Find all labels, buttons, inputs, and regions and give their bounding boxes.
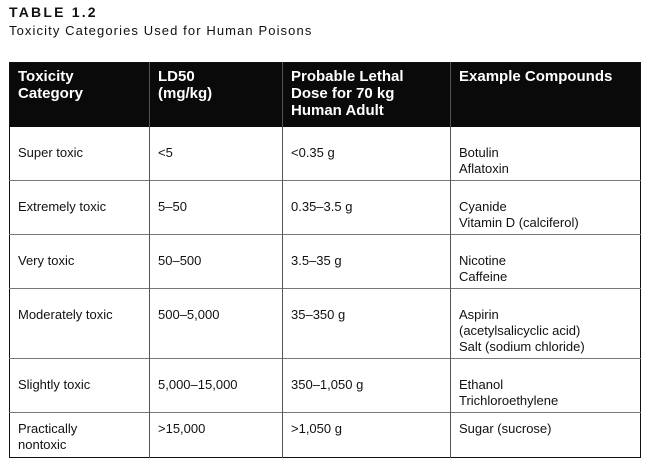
cell-lethal-dose: 0.35–3.5 g	[283, 180, 451, 234]
cell-examples: Aspirin (acetylsalicyclic acid) Salt (sodium chloride)	[451, 288, 641, 358]
cell-ld50: 50–500	[150, 234, 283, 288]
cell-category: Extremely toxic	[10, 180, 150, 234]
cell-ld50: >15,000	[150, 412, 283, 457]
cell-ld50: 5–50	[150, 180, 283, 234]
table-caption: Toxicity Categories Used for Human Poisons	[9, 23, 313, 38]
cell-examples: Ethanol Trichloroethylene	[451, 358, 641, 412]
toxicity-table	[9, 62, 641, 458]
cell-category: Very toxic	[10, 234, 150, 288]
table-header	[10, 63, 641, 127]
cell-category: Super toxic	[10, 127, 150, 181]
header-toxicity-category: Toxicity Category	[10, 63, 150, 127]
header-example-compounds: Example Compounds	[459, 68, 613, 85]
cell-ld50: 5,000–15,000	[150, 358, 283, 412]
cell-lethal-dose: <0.35 g	[283, 127, 451, 181]
table-row	[10, 412, 641, 457]
cell-category: Practically nontoxic	[10, 412, 150, 457]
cell-examples: Sugar (sucrose)	[451, 412, 641, 457]
cell-examples: Botulin Aflatoxin	[459, 144, 509, 176]
cell-category: Moderately toxic	[10, 288, 150, 358]
table-row	[10, 180, 641, 234]
table-row	[10, 234, 641, 288]
header-row	[10, 63, 641, 127]
table-row	[10, 358, 641, 412]
cell-ld50: 500–5,000	[150, 288, 283, 358]
cell-ld50: <5	[150, 127, 283, 181]
header-ld50: LD50 (mg/kg)	[150, 63, 283, 127]
cell-category: Slightly toxic	[10, 358, 150, 412]
cell-lethal-dose: >1,050 g	[283, 412, 451, 457]
table-number: TABLE 1.2	[9, 4, 98, 20]
cell-lethal-dose: 35–350 g	[283, 288, 451, 358]
table-row	[10, 127, 641, 181]
cell-lethal-dose: 350–1,050 g	[283, 358, 451, 412]
header-probable-lethal-dose: Probable Lethal Dose for 70 kg Human Adult	[283, 63, 451, 127]
table-row	[10, 288, 641, 358]
cell-lethal-dose: 3.5–35 g	[283, 234, 451, 288]
cell-examples: Cyanide Vitamin D (calciferol)	[451, 180, 641, 234]
cell-examples: Nicotine Caffeine	[451, 234, 641, 288]
table-body	[10, 127, 641, 458]
